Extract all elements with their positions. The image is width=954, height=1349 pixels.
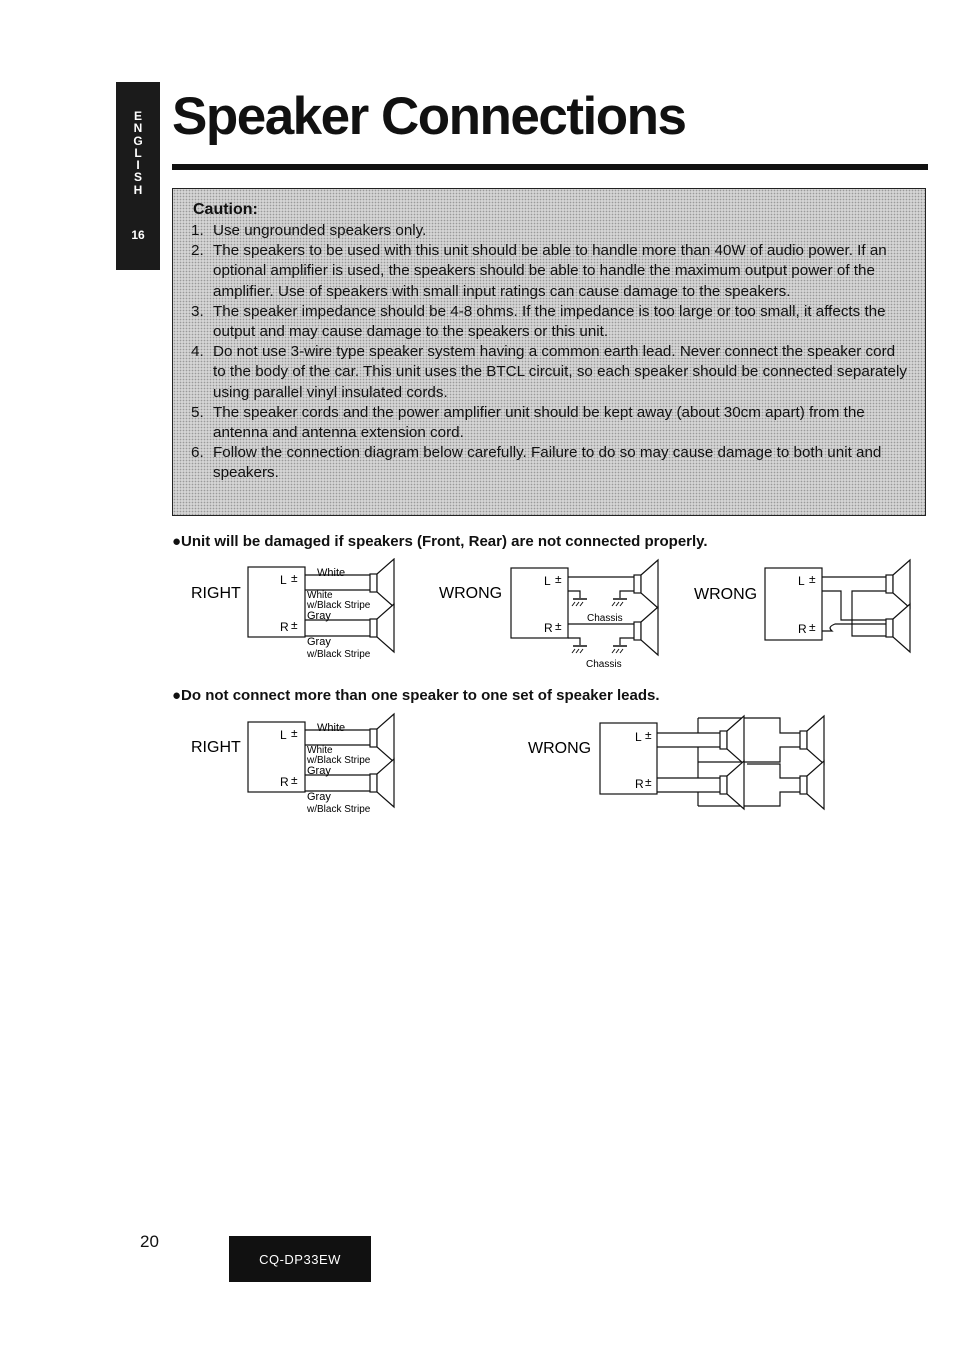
speaker-icon bbox=[370, 714, 394, 762]
wire-label-gray: Gray bbox=[307, 765, 331, 777]
speaker-icon bbox=[370, 759, 394, 807]
diagram-row-2 bbox=[180, 712, 940, 828]
model-badge: CQ-DP33EW bbox=[229, 1236, 371, 1282]
label-wrong: WRONG bbox=[694, 586, 758, 603]
plus-minus: ± bbox=[555, 619, 562, 633]
caution-item bbox=[191, 443, 911, 483]
wire-label-white: White bbox=[317, 567, 346, 579]
chassis-label: Chassis bbox=[586, 659, 622, 670]
terminal-l: L bbox=[280, 573, 287, 587]
label-right: RIGHT bbox=[191, 739, 241, 756]
caution-item-number: 1. bbox=[191, 222, 204, 239]
caution-item-text: The speaker cords and the power amplifier unit should be kept away (about 30cm apart) from the antenna and antenna extension cord. bbox=[213, 403, 865, 442]
plus-minus: ± bbox=[291, 618, 298, 632]
plus-minus: ± bbox=[291, 571, 298, 585]
terminal-l: L bbox=[544, 574, 551, 588]
plus-minus: ± bbox=[645, 775, 652, 789]
page-number: 20 bbox=[140, 1232, 159, 1251]
plus-minus: ± bbox=[291, 773, 298, 787]
wire-label-stripe: w/Black Stripe bbox=[307, 804, 371, 815]
terminal-l: L bbox=[798, 574, 805, 588]
terminal-r: R bbox=[280, 775, 289, 789]
caution-item bbox=[191, 403, 911, 443]
tab-letter: L bbox=[134, 145, 142, 160]
plus-minus: ± bbox=[809, 572, 816, 586]
tab-letter: E bbox=[133, 109, 142, 123]
label-wrong: WRONG bbox=[439, 585, 503, 602]
terminal-r: R bbox=[544, 621, 553, 635]
wire-label-gray-stripe: Gray bbox=[307, 636, 331, 648]
tab-letter: N bbox=[133, 121, 143, 136]
speaker-icon bbox=[370, 559, 394, 607]
tab-letter: I bbox=[136, 158, 140, 173]
plus-minus: ± bbox=[291, 726, 298, 740]
caution-item bbox=[191, 342, 911, 403]
terminal-l: L bbox=[635, 730, 642, 744]
terminal-r: R bbox=[798, 622, 807, 636]
speaker-icon bbox=[720, 716, 744, 764]
caution-box bbox=[172, 188, 926, 516]
speaker-icon bbox=[720, 761, 744, 809]
terminal-r: R bbox=[635, 777, 644, 791]
wire-label-stripe: w/Black Stripe bbox=[307, 755, 371, 766]
speaker-icon bbox=[634, 607, 658, 655]
caution-item-number: 3. bbox=[191, 302, 204, 320]
label-right: RIGHT bbox=[191, 585, 241, 602]
note-one-speaker: ●Do not connect more than one speaker to one set of speaker leads. bbox=[172, 687, 660, 704]
caution-item bbox=[191, 241, 911, 302]
label-wrong: WRONG bbox=[528, 740, 592, 757]
plus-minus: ± bbox=[809, 620, 816, 634]
caution-item-text: Follow the connection diagram below carefully. Failure to do so may cause damage to both unit and speakers. bbox=[213, 444, 882, 482]
caution-item bbox=[191, 302, 911, 342]
tab-letter: G bbox=[133, 133, 143, 148]
caution-item-text: The speakers to be used with this unit should be able to handle more than 40W of audio power. If an optional amplifier is used, the speakers should be able to handle the maximum output power of the amplifier. Use of speakers with small input ratings can cause damage to the speakers. bbox=[213, 242, 887, 300]
caution-item bbox=[191, 221, 911, 241]
diagram-row-1 bbox=[180, 558, 940, 676]
wire-label-white: White bbox=[317, 722, 346, 734]
speaker-icon bbox=[800, 716, 824, 764]
tab-letter: S bbox=[133, 170, 142, 185]
caution-title: Caution: bbox=[193, 201, 258, 218]
tab-letter: H bbox=[133, 182, 143, 197]
diagram-row-1-svg bbox=[180, 558, 940, 676]
caution-list bbox=[191, 221, 911, 484]
caution-item-text: Use ungrounded speakers only. bbox=[213, 222, 427, 239]
speaker-icon bbox=[634, 560, 658, 608]
caution-item-number: 5. bbox=[191, 403, 204, 421]
wire-label-white-stripe: White bbox=[307, 590, 333, 601]
chassis-label: Chassis bbox=[587, 613, 623, 624]
section-number: 16 bbox=[131, 228, 145, 242]
page-title: Speaker Connections bbox=[172, 87, 686, 146]
wire-label-stripe: w/Black Stripe bbox=[307, 649, 371, 660]
speaker-icon bbox=[370, 604, 394, 652]
terminal-r: R bbox=[280, 620, 289, 634]
language-tab-letters bbox=[116, 110, 160, 196]
caution-item-text: The speaker impedance should be 4-8 ohms. If the impedance is too large or too small, it affects the output and may cause damage to the speakers or this unit. bbox=[213, 302, 886, 341]
caution-item-number: 6. bbox=[191, 444, 204, 462]
title-rule bbox=[172, 164, 928, 170]
wire-label-gray: Gray bbox=[307, 610, 331, 622]
caution-item-number: 4. bbox=[191, 343, 204, 361]
wire-label-gray-stripe: Gray bbox=[307, 791, 331, 803]
speaker-icon bbox=[800, 761, 824, 809]
note-front-rear: ●Unit will be damaged if speakers (Front, Rear) are not connected properly. bbox=[172, 533, 708, 550]
caution-item-number: 2. bbox=[191, 242, 204, 260]
caution-item-text: Do not use 3-wire type speaker system having a common earth lead. Never connect the speaker cord to the body of the car. This unit uses the BTCL circuit, so each speaker should be connected separately using parallel vinyl insulated cords. bbox=[213, 343, 907, 401]
speaker-icon bbox=[886, 560, 910, 608]
plus-minus: ± bbox=[555, 572, 562, 586]
plus-minus: ± bbox=[645, 728, 652, 742]
speaker-icon bbox=[886, 604, 910, 652]
language-tab bbox=[116, 82, 160, 270]
diagram-row-2-svg bbox=[180, 712, 940, 828]
terminal-l: L bbox=[280, 728, 287, 742]
wire-label-stripe: w/Black Stripe bbox=[307, 600, 371, 611]
wire-label-white-stripe: White bbox=[307, 745, 333, 756]
